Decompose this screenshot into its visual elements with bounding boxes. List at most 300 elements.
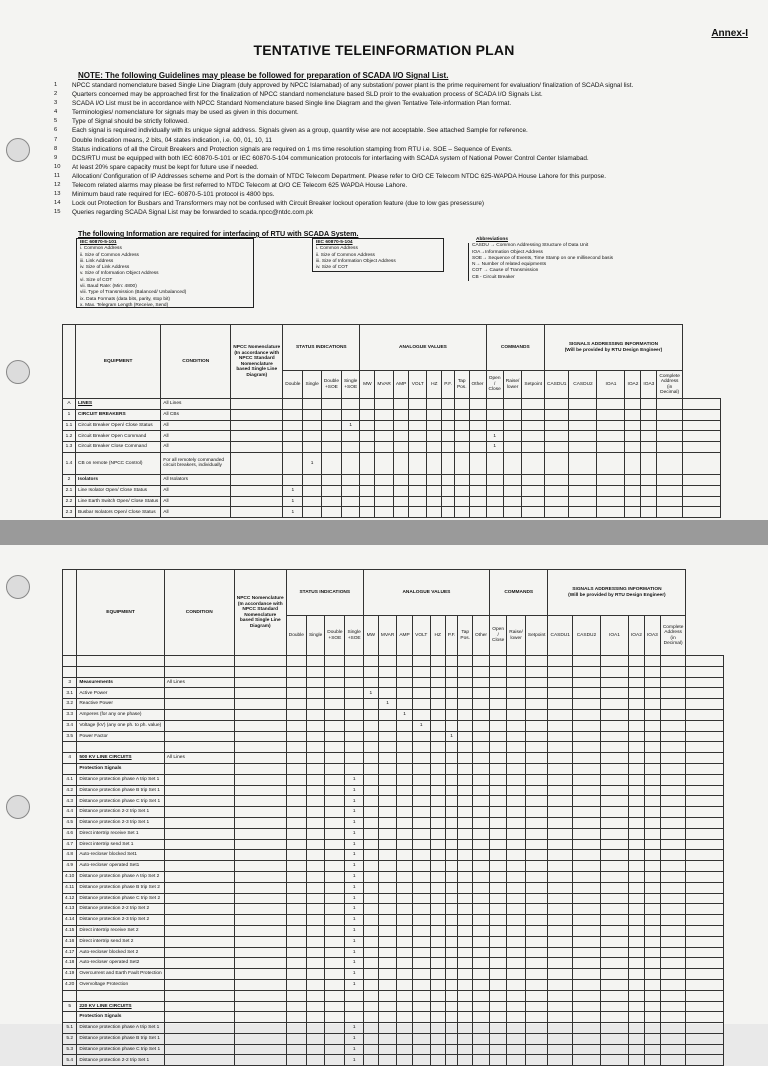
row-value-cell — [363, 850, 378, 861]
row-value-cell — [507, 839, 526, 850]
row-value-cell — [286, 763, 306, 774]
row-number: 4.15 — [63, 925, 77, 936]
row-value-cell — [412, 979, 430, 990]
row-value-cell — [397, 979, 412, 990]
row-value-cell — [427, 452, 442, 474]
row-value-cell — [378, 817, 397, 828]
row-value-cell — [686, 796, 724, 807]
row-value-cell — [430, 925, 445, 936]
abbreviation-item: CASDU → Common Addressing Structure of Data Unit — [468, 243, 622, 249]
row-value-cell — [507, 677, 526, 688]
row-value-cell — [548, 688, 572, 699]
header-analogue-values: ANALOGUE VALUES — [363, 570, 489, 616]
row-value-cell — [507, 1055, 526, 1066]
row-value-cell — [430, 839, 445, 850]
header-col-ioa3: IOA3 — [641, 371, 657, 399]
row-value-cell — [686, 882, 724, 893]
row-value-cell — [686, 839, 724, 850]
row-value-cell — [644, 1055, 660, 1066]
row-npcc-nomenclature — [234, 1055, 286, 1066]
row-value-cell — [325, 731, 345, 742]
row-value-cell — [412, 850, 430, 861]
row-value-cell — [375, 496, 394, 507]
header-col-mw: MW — [360, 371, 375, 399]
row-value-cell — [600, 969, 628, 980]
row-value-cell — [490, 915, 507, 926]
row-value-cell — [644, 731, 660, 742]
guideline-text: Each signal is required individually with its unique signal address. Signals given as a group, quantity wise are not acceptable. See attached Sample for reference. — [72, 127, 528, 135]
row-value-cell — [600, 871, 628, 882]
row-value-cell — [325, 1001, 345, 1012]
row-value-cell — [458, 915, 473, 926]
row-value-cell — [660, 882, 686, 893]
row-value-cell — [363, 796, 378, 807]
row-value-cell — [660, 1055, 686, 1066]
row-value-cell — [597, 496, 625, 507]
row-number: 1.4 — [63, 452, 76, 474]
row-value-cell — [545, 485, 569, 496]
row-value-cell — [445, 969, 458, 980]
row-equipment: Circuit Breaker Open/ Close Status — [76, 420, 161, 431]
header-col-setpoint: Setpoint — [525, 616, 548, 656]
row-value-cell — [644, 807, 660, 818]
row-value-cell — [303, 485, 321, 496]
row-value-cell — [473, 915, 490, 926]
row-value-cell — [628, 677, 644, 688]
row-value-cell — [548, 871, 572, 882]
row-value-cell — [660, 677, 686, 688]
row-npcc-nomenclature — [234, 947, 286, 958]
row-value-cell — [600, 1023, 628, 1034]
row-value-cell — [378, 850, 397, 861]
row-value-cell — [507, 925, 526, 936]
row-value-cell — [660, 656, 686, 667]
row-value-cell — [686, 720, 724, 731]
row-value-cell — [469, 452, 486, 474]
row-value-cell — [548, 774, 572, 785]
header-col-ioa1: IOA1 — [597, 371, 625, 399]
row-value-cell — [657, 507, 683, 518]
signal-marker: 1 — [283, 496, 303, 507]
row-value-cell — [445, 936, 458, 947]
row-value-cell — [657, 442, 683, 453]
table-row — [63, 709, 724, 720]
row-value-cell — [283, 452, 303, 474]
row-value-cell — [430, 742, 445, 753]
row-value-cell — [600, 893, 628, 904]
row-value-cell — [473, 936, 490, 947]
row-value-cell — [286, 958, 306, 969]
header-col-hz: HZ — [430, 616, 445, 656]
row-value-cell — [507, 969, 526, 980]
row-number: 4.8 — [63, 850, 77, 861]
row-value-cell — [458, 828, 473, 839]
row-value-cell — [641, 496, 657, 507]
row-value-cell — [363, 731, 378, 742]
row-equipment: Distance protection phase C trip Set 2 — [77, 893, 164, 904]
table-row — [63, 817, 724, 828]
row-equipment: LINES — [76, 399, 161, 410]
row-value-cell — [458, 1033, 473, 1044]
row-value-cell — [525, 720, 548, 731]
row-value-cell — [600, 666, 628, 677]
row-value-cell — [660, 742, 686, 753]
row-value-cell — [442, 399, 455, 410]
row-value-cell — [628, 731, 644, 742]
row-value-cell — [682, 496, 720, 507]
row-value-cell — [644, 947, 660, 958]
row-value-cell — [360, 431, 375, 442]
header-col-p-f-: P.F. — [445, 616, 458, 656]
row-value-cell — [286, 871, 306, 882]
row-value-cell — [548, 1044, 572, 1055]
row-value-cell — [283, 399, 303, 410]
signal-marker: 1 — [345, 839, 363, 850]
row-value-cell — [473, 871, 490, 882]
row-value-cell — [286, 979, 306, 990]
row-value-cell — [378, 731, 397, 742]
row-equipment: Voltage (kV) (any one ph. to ph. value) — [77, 720, 164, 731]
row-number: 4.4 — [63, 807, 77, 818]
row-value-cell — [363, 882, 378, 893]
row-value-cell — [469, 409, 486, 420]
row-value-cell — [306, 1001, 324, 1012]
row-value-cell — [490, 742, 507, 753]
guideline-number: 10 — [54, 163, 61, 170]
row-equipment: 500 KV LINE CIRCUITS — [77, 753, 164, 764]
row-value-cell — [660, 958, 686, 969]
row-value-cell — [525, 882, 548, 893]
row-value-cell — [378, 742, 397, 753]
row-value-cell — [473, 828, 490, 839]
row-npcc-nomenclature — [231, 485, 283, 496]
row-value-cell — [303, 399, 321, 410]
row-value-cell — [363, 709, 378, 720]
row-value-cell — [393, 409, 408, 420]
row-value-cell — [360, 420, 375, 431]
row-value-cell — [548, 731, 572, 742]
row-value-cell — [628, 1033, 644, 1044]
row-value-cell — [325, 817, 345, 828]
row-value-cell — [458, 958, 473, 969]
row-value-cell — [660, 720, 686, 731]
row-value-cell — [507, 709, 526, 720]
row-value-cell — [360, 409, 375, 420]
row-value-cell — [412, 742, 430, 753]
row-value-cell — [458, 774, 473, 785]
row-value-cell — [427, 485, 442, 496]
row-value-cell — [445, 807, 458, 818]
row-value-cell — [525, 677, 548, 688]
row-value-cell — [597, 399, 625, 410]
row-value-cell — [360, 485, 375, 496]
row-value-cell — [430, 979, 445, 990]
row-value-cell — [525, 1001, 548, 1012]
row-value-cell — [503, 485, 522, 496]
row-value-cell — [569, 442, 597, 453]
row-equipment: Amperes (for any one phase) — [77, 709, 164, 720]
guideline-number: 13 — [54, 191, 61, 198]
row-value-cell — [490, 1012, 507, 1023]
row-value-cell — [525, 925, 548, 936]
row-value-cell — [454, 485, 469, 496]
row-value-cell — [644, 753, 660, 764]
row-value-cell — [286, 1001, 306, 1012]
row-equipment: Distance protection phase C trip Set 1 — [77, 796, 164, 807]
row-value-cell — [507, 774, 526, 785]
row-value-cell — [469, 507, 486, 518]
row-equipment: Protection Signals — [77, 1012, 164, 1023]
row-value-cell — [473, 666, 490, 677]
row-value-cell — [303, 420, 321, 431]
table-row — [63, 474, 721, 485]
row-value-cell — [412, 882, 430, 893]
row-value-cell — [600, 774, 628, 785]
row-value-cell — [325, 1012, 345, 1023]
row-value-cell — [597, 452, 625, 474]
row-value-cell — [397, 882, 412, 893]
abbreviation-item: COT → Cause of Transmission — [468, 268, 622, 274]
row-condition — [164, 1055, 234, 1066]
row-number: 4.18 — [63, 958, 77, 969]
row-value-cell — [363, 1033, 378, 1044]
header-col-single: Single — [303, 371, 321, 399]
row-value-cell — [486, 474, 503, 485]
row-number: 5.2 — [63, 1033, 77, 1044]
row-npcc-nomenclature — [234, 1033, 286, 1044]
row-value-cell — [507, 882, 526, 893]
row-value-cell — [473, 882, 490, 893]
row-value-cell — [378, 979, 397, 990]
row-value-cell — [430, 720, 445, 731]
row-value-cell — [458, 850, 473, 861]
row-number — [63, 742, 77, 753]
row-npcc-nomenclature — [234, 990, 286, 1001]
row-value-cell — [525, 774, 548, 785]
row-value-cell — [525, 1012, 548, 1023]
table-row — [63, 958, 724, 969]
row-value-cell — [548, 925, 572, 936]
row-npcc-nomenclature — [234, 656, 286, 667]
row-value-cell — [286, 688, 306, 699]
signal-marker: 1 — [412, 720, 430, 731]
row-value-cell — [644, 785, 660, 796]
row-value-cell — [442, 507, 455, 518]
row-value-cell — [306, 677, 324, 688]
row-value-cell — [628, 904, 644, 915]
row-value-cell — [525, 763, 548, 774]
row-value-cell — [490, 817, 507, 828]
row-value-cell — [490, 958, 507, 969]
row-value-cell — [686, 979, 724, 990]
row-value-cell — [445, 677, 458, 688]
row-equipment: Distance protection phase A trip Set 1 — [77, 774, 164, 785]
row-npcc-nomenclature — [234, 969, 286, 980]
row-npcc-nomenclature — [231, 399, 283, 410]
row-value-cell — [686, 656, 724, 667]
row-value-cell — [286, 828, 306, 839]
row-value-cell — [397, 774, 412, 785]
row-value-cell — [458, 785, 473, 796]
row-value-cell — [490, 699, 507, 710]
row-value-cell — [660, 893, 686, 904]
row-value-cell — [378, 1023, 397, 1034]
row-value-cell — [490, 688, 507, 699]
iec104-item: i. Common Address — [316, 246, 358, 252]
row-value-cell — [473, 1023, 490, 1034]
row-value-cell — [303, 409, 321, 420]
row-value-cell — [507, 904, 526, 915]
row-value-cell — [345, 1001, 363, 1012]
guideline-number: 9 — [54, 154, 58, 161]
row-value-cell — [545, 409, 569, 420]
row-value-cell — [486, 420, 503, 431]
row-value-cell — [507, 785, 526, 796]
row-value-cell — [600, 753, 628, 764]
row-value-cell — [660, 753, 686, 764]
guideline-number: 7 — [54, 136, 58, 143]
row-value-cell — [660, 817, 686, 828]
row-value-cell — [644, 656, 660, 667]
row-value-cell — [548, 828, 572, 839]
row-value-cell — [548, 958, 572, 969]
signal-marker: 1 — [345, 958, 363, 969]
row-equipment — [77, 990, 164, 1001]
row-npcc-nomenclature — [234, 839, 286, 850]
header-col-open-close: Open / Close — [486, 371, 503, 399]
row-value-cell — [600, 958, 628, 969]
row-value-cell — [286, 774, 306, 785]
row-value-cell — [409, 452, 427, 474]
row-value-cell — [345, 720, 363, 731]
row-value-cell — [286, 1044, 306, 1055]
row-number: 4.14 — [63, 915, 77, 926]
row-value-cell — [507, 850, 526, 861]
row-value-cell — [325, 1023, 345, 1034]
row-value-cell — [412, 936, 430, 947]
guideline-item — [54, 99, 754, 108]
row-value-cell — [430, 796, 445, 807]
row-npcc-nomenclature — [234, 871, 286, 882]
row-value-cell — [360, 399, 375, 410]
row-value-cell — [597, 420, 625, 431]
row-value-cell — [409, 474, 427, 485]
row-value-cell — [286, 850, 306, 861]
iec101-item: iii. Link Address — [80, 258, 114, 264]
signal-marker: 1 — [345, 817, 363, 828]
row-condition — [164, 882, 234, 893]
row-value-cell — [363, 839, 378, 850]
row-value-cell — [397, 807, 412, 818]
row-value-cell — [378, 915, 397, 926]
signals-subtitle: (Will be provided by RTU Design Engineer) — [568, 592, 666, 598]
row-number: 1 — [63, 409, 76, 420]
row-value-cell — [375, 420, 394, 431]
row-value-cell — [600, 990, 628, 1001]
row-value-cell — [306, 720, 324, 731]
row-value-cell — [522, 496, 545, 507]
row-value-cell — [473, 720, 490, 731]
row-number: 3.2 — [63, 699, 77, 710]
row-value-cell — [430, 774, 445, 785]
row-value-cell — [397, 861, 412, 872]
row-value-cell — [363, 936, 378, 947]
row-value-cell — [657, 496, 683, 507]
row-value-cell — [363, 958, 378, 969]
row-value-cell — [486, 507, 503, 518]
row-value-cell — [548, 796, 572, 807]
row-value-cell — [686, 785, 724, 796]
row-value-cell — [397, 969, 412, 980]
row-value-cell — [686, 947, 724, 958]
signal-marker: 1 — [303, 452, 321, 474]
table-row — [63, 774, 724, 785]
row-value-cell — [325, 893, 345, 904]
guideline-text: Type of Signal should be strictly followed. — [72, 118, 189, 126]
row-value-cell — [363, 925, 378, 936]
row-value-cell — [363, 979, 378, 990]
row-value-cell — [600, 936, 628, 947]
row-value-cell — [490, 753, 507, 764]
row-condition — [164, 666, 234, 677]
row-value-cell — [572, 1033, 600, 1044]
header-col-casdu2: CASDU2 — [572, 616, 600, 656]
row-value-cell — [525, 893, 548, 904]
row-number: 4.3 — [63, 796, 77, 807]
row-value-cell — [306, 731, 324, 742]
row-value-cell — [283, 474, 303, 485]
row-value-cell — [325, 753, 345, 764]
row-value-cell — [644, 1023, 660, 1034]
row-value-cell — [548, 915, 572, 926]
row-value-cell — [473, 904, 490, 915]
table-row — [63, 666, 724, 677]
row-value-cell — [430, 785, 445, 796]
row-value-cell — [458, 969, 473, 980]
row-equipment: CB on remote (NPCC Control) — [76, 452, 161, 474]
row-value-cell — [397, 850, 412, 861]
page-two — [0, 545, 768, 1063]
row-value-cell — [363, 947, 378, 958]
row-value-cell — [644, 915, 660, 926]
row-value-cell — [507, 979, 526, 990]
row-condition — [164, 1012, 234, 1023]
row-value-cell — [625, 399, 641, 410]
row-value-cell — [660, 904, 686, 915]
row-value-cell — [628, 828, 644, 839]
row-value-cell — [442, 420, 455, 431]
row-value-cell — [363, 990, 378, 1001]
header-col-casdu1: CASDU1 — [548, 616, 572, 656]
row-value-cell — [503, 409, 522, 420]
header-col-complete-address-in-decimal-: Complete Address (in Decimal) — [660, 616, 686, 656]
row-number: 3.3 — [63, 709, 77, 720]
row-value-cell — [644, 709, 660, 720]
row-value-cell — [522, 474, 545, 485]
row-value-cell — [306, 1044, 324, 1055]
guideline-text: Allocation/ Configuration of IP Addresses scheme and Port is the domain of NTDC Telecom Department. Please refer to O/O CE Telecom NTDC 625-WAPDA House Lahore for this purpose. — [72, 172, 606, 180]
row-value-cell — [393, 399, 408, 410]
row-condition — [164, 1023, 234, 1034]
row-value-cell — [445, 839, 458, 850]
row-value-cell — [442, 474, 455, 485]
row-value-cell — [325, 828, 345, 839]
row-value-cell — [469, 399, 486, 410]
row-number: 5.3 — [63, 1044, 77, 1055]
header-col-ioa2: IOA2 — [628, 616, 644, 656]
row-npcc-nomenclature — [234, 666, 286, 677]
row-value-cell — [430, 871, 445, 882]
